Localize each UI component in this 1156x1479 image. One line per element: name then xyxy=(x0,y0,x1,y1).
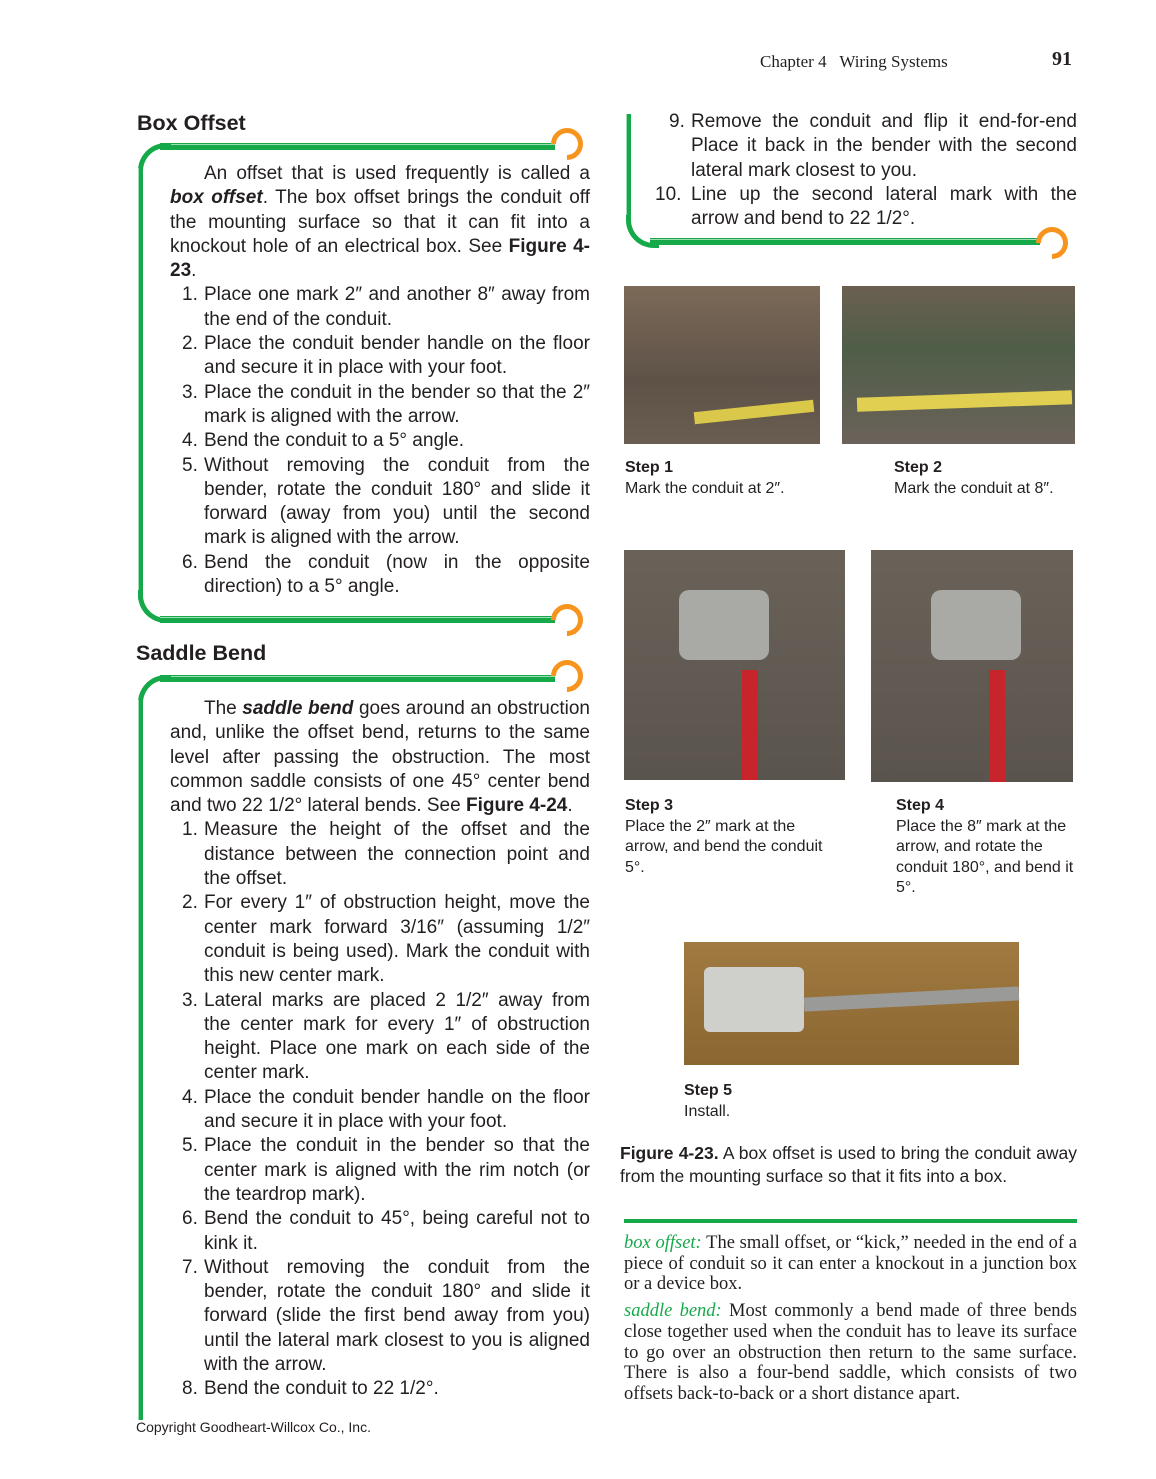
list-item: 5. Without removing the conduit from the bender, rotate the conduit 180° and slide it forward (away from you) until the second mark is aligned with the arrow. xyxy=(182,454,590,549)
list-item: 4. Place the conduit bender handle on the floor and secure it in place with your foot. xyxy=(182,1086,590,1133)
caption-step-5: Step 5 Install. xyxy=(684,1082,733,1120)
list-item: 7. Without removing the conduit from the bender, rotate the conduit 180° and slide it forward (slide the first bend away from you) until the lateral mark closest to you is aligned with the arrow. xyxy=(182,1256,590,1376)
list-item: 6. Bend the conduit to 45°, being careful not to kink it. xyxy=(182,1208,590,1254)
caption-step-3: Step 3 Place the 2″ mark at the arrow, and bend the conduit 5°. xyxy=(625,797,823,876)
list-item: 1. Place one mark 2″ and another 8″ away from the end of the conduit. xyxy=(182,284,590,330)
orange-hook-icon xyxy=(544,597,589,642)
list-item: 2. Place the conduit bender handle on the floor and secure it in place with your foot. xyxy=(182,333,590,379)
photo-step-4 xyxy=(871,550,1073,782)
list-item: 3. Place the conduit in the bender so that the 2″ mark is aligned with the arrow. xyxy=(182,381,590,427)
page-number: 91 xyxy=(1052,48,1072,70)
figure-ref-link[interactable]: Figure 4-23 xyxy=(170,235,591,282)
box-offset-body xyxy=(170,162,590,599)
caption-step-2: Step 2 Mark the conduit at 8″. xyxy=(894,459,1054,497)
list-item: 4. Bend the conduit to a 5° angle. xyxy=(182,430,465,452)
glossary-rule xyxy=(624,1219,1077,1223)
chapter-label: Chapter 4 xyxy=(760,52,827,71)
orange-hook-icon xyxy=(544,121,589,166)
photo-step-3 xyxy=(624,550,845,780)
photo-step-5 xyxy=(684,942,1019,1065)
caption-step-1: Step 1 Mark the conduit at 2″. xyxy=(625,459,785,497)
photo-step-1 xyxy=(624,286,820,444)
photo-step-2 xyxy=(842,286,1075,444)
glossary xyxy=(624,1233,1077,1405)
list-item: 2. For every 1″ of obstruction height, move the center mark forward 3/16″ (assuming 1/2″ conduit is being used). Mark the conduit with this new center mark. xyxy=(182,892,590,987)
figure-caption: Figure 4-23. A box offset is used to bring the conduit away from the mounting surface so that it fits into a box. xyxy=(620,1143,1077,1186)
running-header xyxy=(760,52,948,72)
saddle-bend-body xyxy=(170,697,590,1402)
figure-ref-link[interactable]: Figure 4-24 xyxy=(465,795,568,817)
list-item: 5. Place the conduit in the bender so that the center mark is aligned with the rim notch (or the teardrop mark). xyxy=(182,1135,590,1205)
list-item: 1. Measure the height of the offset and the distance between the connection point and the offset. xyxy=(182,819,590,890)
heading-saddle-bend: Saddle Bend xyxy=(136,641,267,665)
copyright: Copyright Goodheart-Willcox Co., Inc. xyxy=(136,1419,371,1435)
continued-steps xyxy=(657,110,1077,231)
saddle-bend-steps xyxy=(170,818,590,1401)
glossary-entry: box offset: The small offset, or “kick,” needed in the end of a piece of conduit so it can enter a knockout in a junction box or a device box. xyxy=(624,1233,1078,1295)
list-item: 8. Bend the conduit to 22 1/2°. xyxy=(182,1378,439,1400)
glossary-entry: saddle bend: Most commonly a bend made of three bends close together used when the conduit has to leave its surface to go over an obstruction then return to the same surface. There is also a four-bend saddle, which consists of two offsets back-to-back or a short distance apart. xyxy=(624,1301,1077,1404)
list-item: 10. Line up the second lateral mark with the arrow and bend to 22 1/2°. xyxy=(655,183,1077,230)
section-label: Wiring Systems xyxy=(839,52,948,71)
caption-step-4: Step 4 Place the 8″ mark at the arrow, and rotate the conduit 180°, and bend it 5°. xyxy=(896,797,1074,896)
heading-box-offset: Box Offset xyxy=(137,111,246,135)
box-offset-steps xyxy=(170,283,590,599)
orange-hook-icon xyxy=(544,653,589,698)
intro-paragraph: An offset that is used frequently is called a box offset. The box offset brings the conduit off the mounting surface so that it can fit into a knockout hole of an electrical box. See Figure 4-23. xyxy=(170,163,591,282)
list-item: 9. Remove the conduit and flip it end-for-end Place it back in the bender with the second lateral mark closest to you. xyxy=(669,111,1077,181)
list-item: 6. Bend the conduit (now in the opposite direction) to a 5° angle. xyxy=(182,551,590,598)
list-item: 3. Lateral marks are placed 2 1/2″ away from the center mark for every 1″ of obstruction height. Place one mark on each side of the center mark. xyxy=(182,989,590,1084)
intro-paragraph: The saddle bend goes around an obstruction and, unlike the offset bend, returns to the same level after passing the obstruction. The most common saddle consists of one 45° center bend and two 22 1/2° lateral bends. See Figure 4-24. xyxy=(170,698,590,817)
